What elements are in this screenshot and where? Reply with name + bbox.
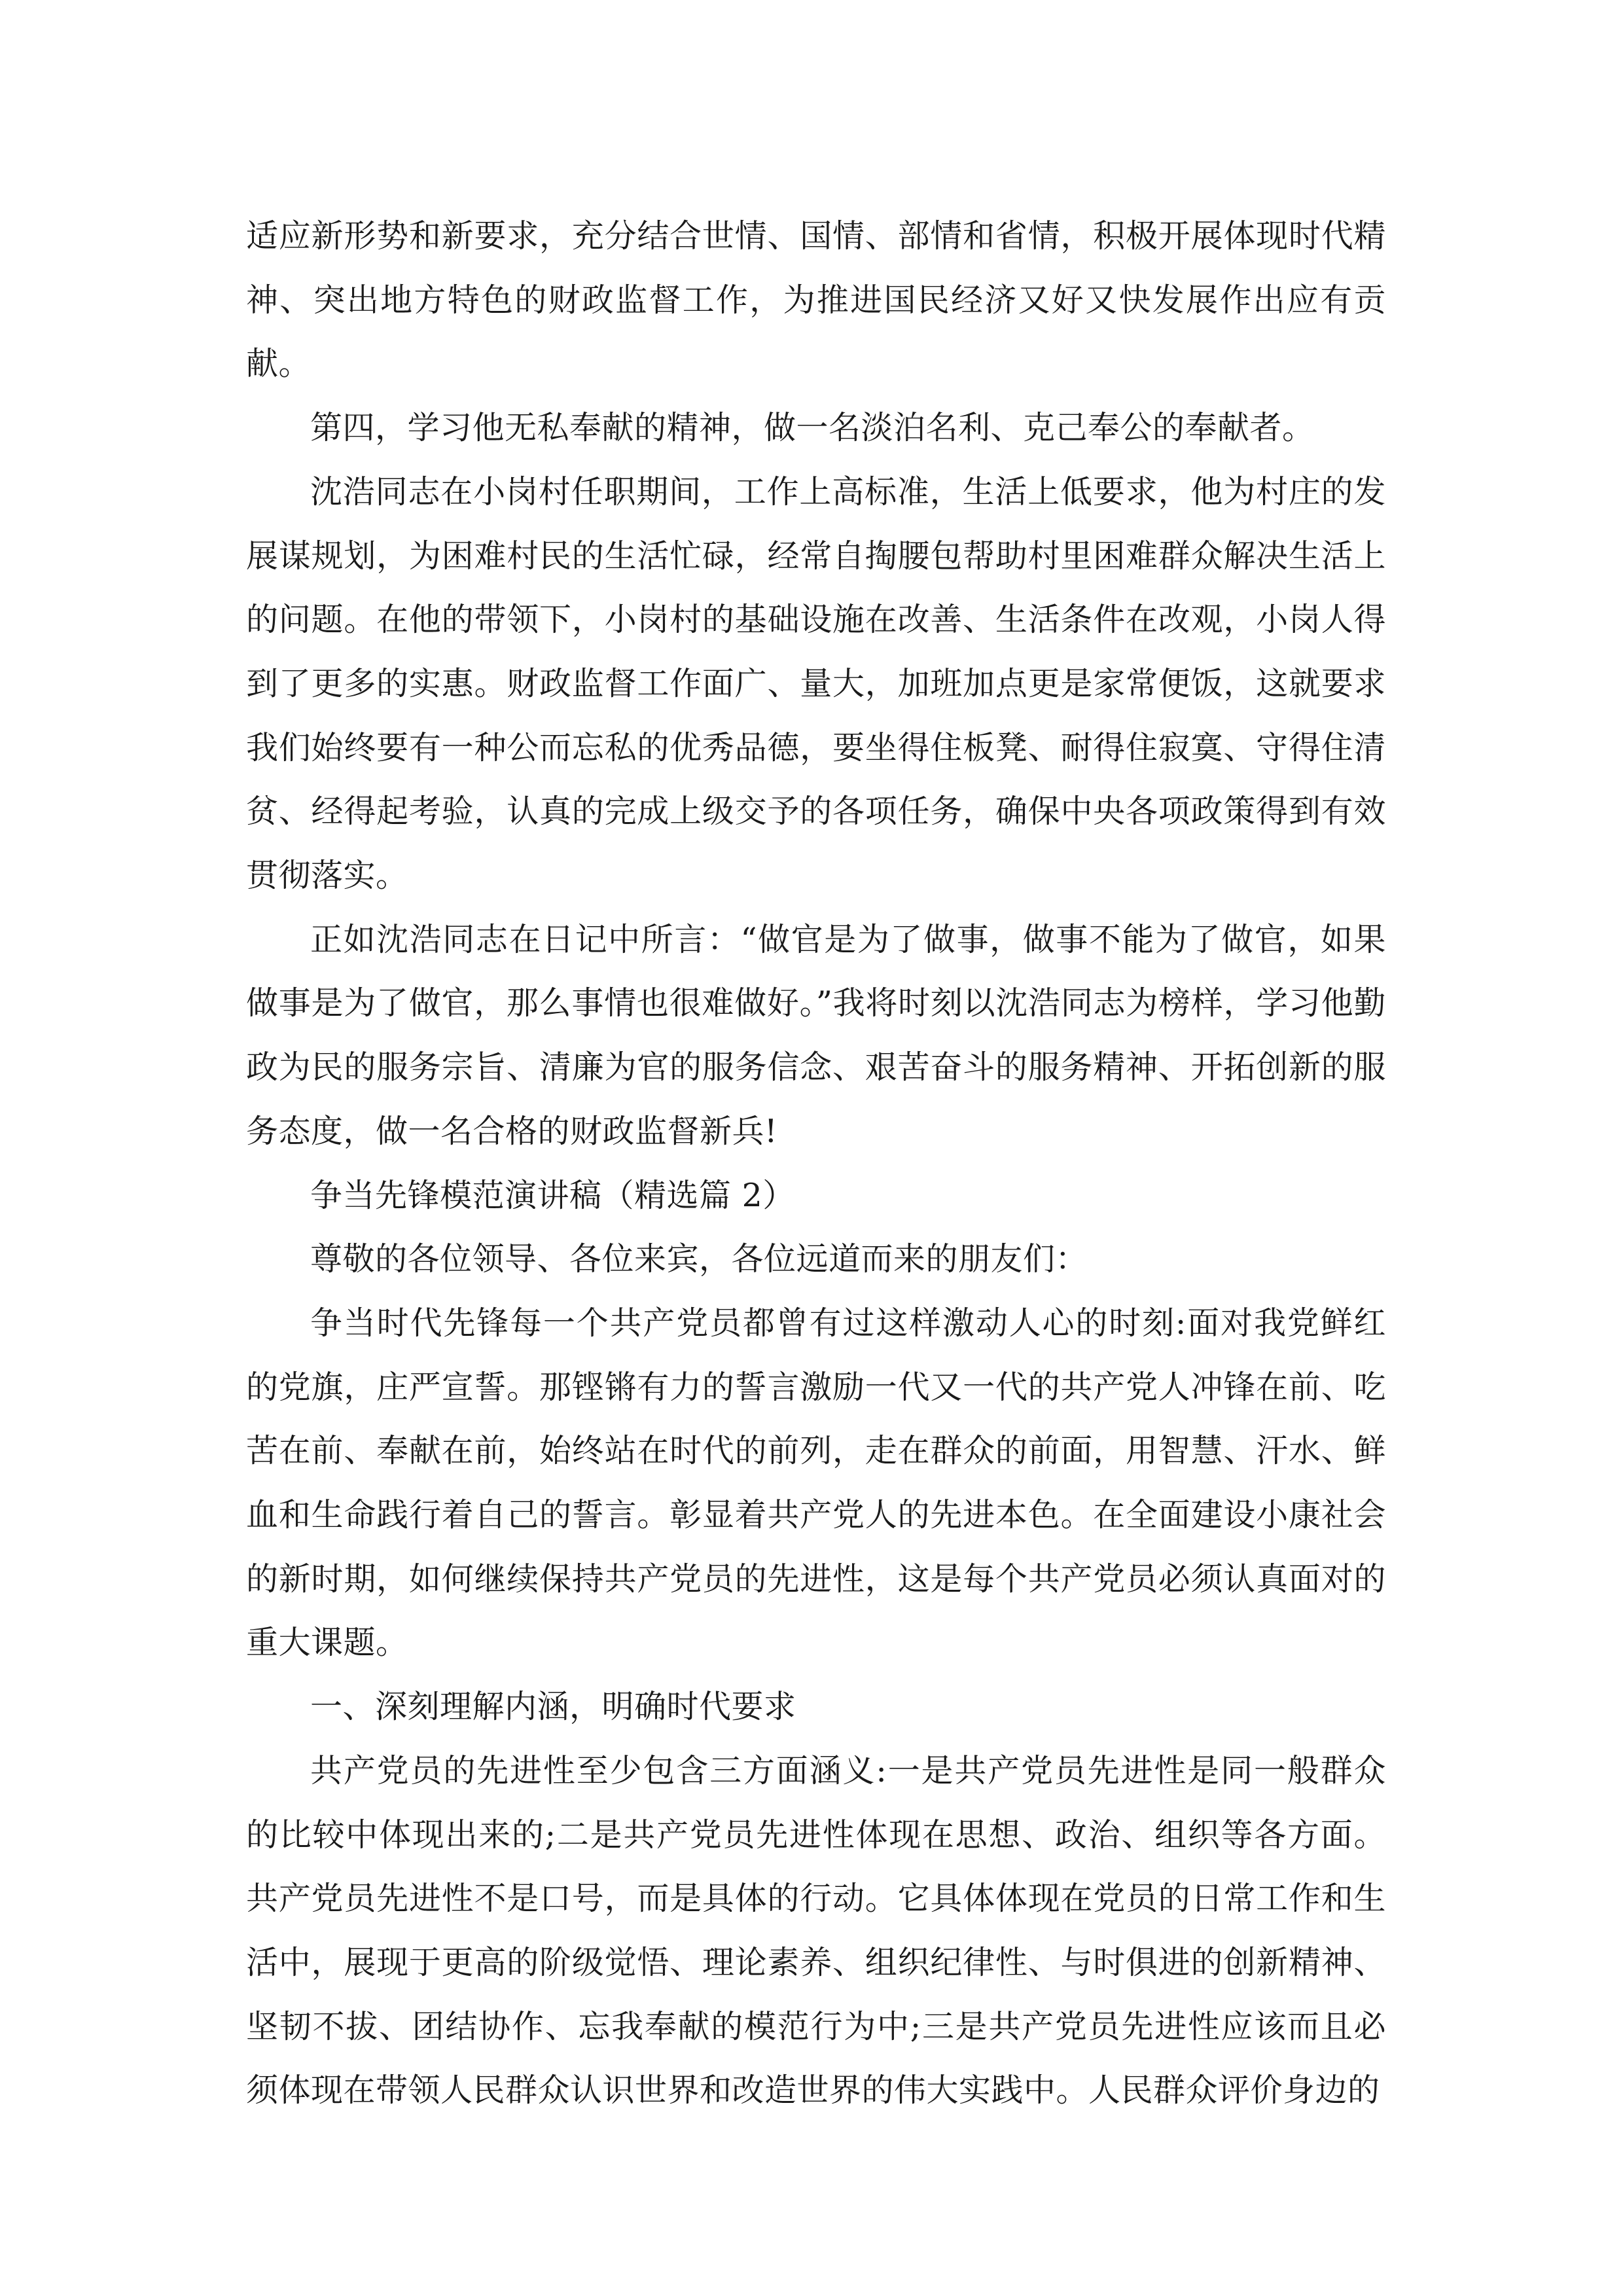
paragraph-pioneer: 争当时代先锋每一个共产党员都曾有过这样激动人心的时刻:面对我党鲜红的党旗，庄严宣誓。那铿锵有力的誓言激励一代又一代的共产党人冲锋在前、吃苦在前、奉献在前，始终站在时代的前列，走在群众的前面，用智慧、汗水、鲜血和生命践行着自己的誓言。彰显着共产党人的先进本色。在全面建设小康社会的新时期，如何继续保持共产党员的先进性，这是每个共产党员必须认真面对的重大课题。 [246, 1304, 1386, 1662]
document-body [246, 204, 1386, 2123]
section-heading-one: 一、深刻理解内涵，明确时代要求 [310, 1688, 796, 1726]
paragraph-continuation: 适应新形势和新要求，充分结合世情、国情、部情和省情，积极开展体现时代精神、突出地方特色的财政监督工作，为推进国民经济又好又快发展作出应有贡献。 [246, 217, 1386, 383]
paragraph-greeting: 尊敬的各位领导、各位来宾，各位远道而来的朋友们： [310, 1240, 1088, 1278]
paragraph-shenhao-xiaogang: 沈浩同志在小岗村任职期间，工作上高标准，生活上低要求，他为村庄的发展谋规划，为困难村民的生活忙碌，经常自掏腰包帮助村里困难群众解决生活上的问题。在他的带领下，小岗村的基础设施在改善、生活条件在改观，小岗人得到了更多的实惠。财政监督工作面广、量大，加班加点更是家常便饭，这就要求我们始终要有一种公而忘私的优秀品德，要坐得住板凳、耐得住寂寞、守得住清贫、经得起考验，认真的完成上级交予的各项任务，确保中央各项政策得到有效贯彻落实。 [246, 473, 1386, 895]
section-title-speech-2: 争当先锋模范演讲稿（精选篇 2） [310, 1176, 795, 1214]
paragraph-diary-quote: 正如沈浩同志在日记中所言：“做官是为了做事，做事不能为了做官，如果做事是为了做官，那么事情也很难做好。”我将时刻以沈浩同志为榜样，学习他勤政为民的服务宗旨、清廉为官的服务信念、艰苦奋斗的服务精神、开拓创新的服务态度，做一名合格的财政监督新兵! [246, 920, 1386, 1150]
paragraph-fourth-point: 第四，学习他无私奉献的精神，做一名淡泊名利、克己奉公的奉献者。 [310, 409, 1315, 447]
paragraph-connotation: 共产党员的先进性至少包含三方面涵义:一是共产党员先进性是同一般群众的比较中体现出来的;二是共产党员先进性体现在思想、政治、组织等各方面。共产党员先进性不是口号，而是具体的行动。它具体体现在党员的日常工作和生活中，展现于更高的阶级觉悟、理论素养、组织纪律性、与时俱进的创新精神、坚韧不拔、团结协作、忘我奉献的模范行为中;三是共产党员先进性应该而且必须体现在带领人民群众认识世界和改造世界的伟大实践中。人民群众评价身边的 [246, 1751, 1386, 2109]
